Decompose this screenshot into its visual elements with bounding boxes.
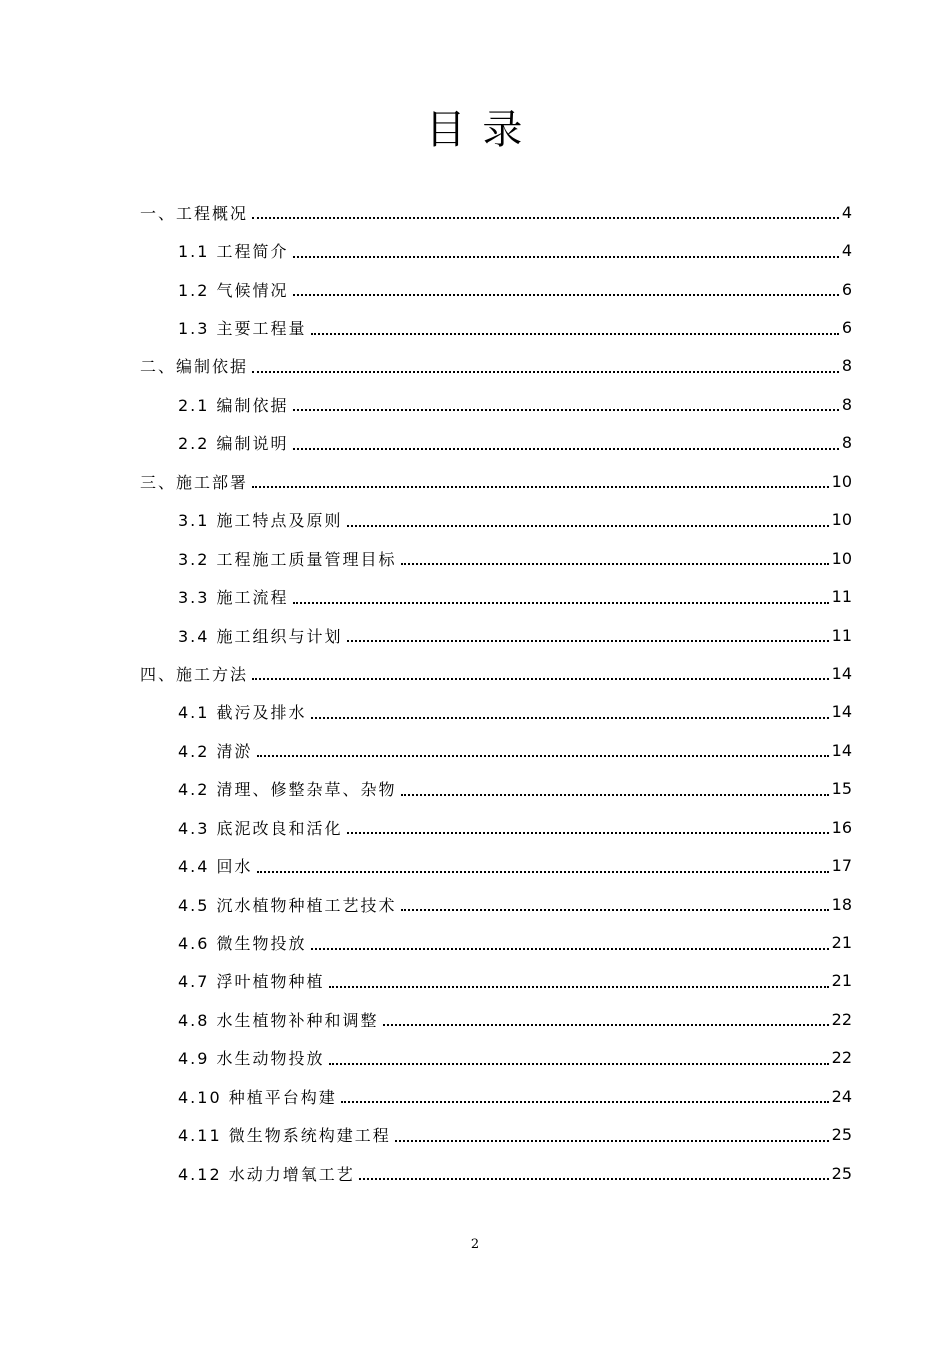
toc-section-entry[interactable] (140, 231, 852, 269)
toc-entry-title: 2.1 编制依据 (178, 395, 289, 415)
toc-dot-leader (252, 356, 839, 376)
toc-entry-page: 8 (841, 394, 852, 414)
toc-section-entry[interactable] (140, 693, 852, 731)
toc-chapter-entry[interactable] (140, 193, 852, 231)
toc-entry-page: 8 (841, 356, 852, 376)
toc-section-entry[interactable] (140, 385, 852, 423)
toc-entry-title: 2.2 编制说明 (178, 434, 289, 454)
toc-entry-page: 10 (831, 471, 852, 491)
toc-dot-leader (293, 241, 839, 261)
toc-entry-title: 4.9 水生动物投放 (178, 1049, 325, 1069)
toc-entry-title: 1.2 气候情况 (178, 280, 289, 300)
toc-dot-leader (257, 856, 829, 876)
toc-dot-leader (329, 971, 829, 991)
toc-entry-page: 11 (831, 625, 852, 645)
toc-entry-title: 4.2 清淤 (178, 741, 253, 761)
toc-dot-leader (293, 394, 839, 414)
toc-section-entry[interactable] (140, 616, 852, 654)
toc-section-entry[interactable] (140, 308, 852, 346)
toc-section-entry[interactable] (140, 808, 852, 846)
toc-dot-leader (252, 471, 829, 491)
toc-entry-page: 17 (831, 856, 852, 876)
toc-dot-leader (311, 318, 839, 338)
toc-dot-leader (401, 894, 829, 914)
toc-entry-title: 4.3 底泥改良和活化 (178, 818, 343, 838)
toc-entry-page: 6 (841, 279, 852, 299)
toc-entry-page: 22 (831, 1048, 852, 1068)
toc-section-entry[interactable] (140, 501, 852, 539)
toc-section-entry[interactable] (140, 962, 852, 1000)
toc-chapter-entry[interactable] (140, 462, 852, 500)
toc-section-entry[interactable] (140, 1077, 852, 1115)
toc-section-entry[interactable] (140, 923, 852, 961)
toc-section-entry[interactable] (140, 731, 852, 769)
toc-dot-leader (252, 202, 839, 222)
toc-dot-leader (347, 625, 829, 645)
toc-dot-leader (359, 1163, 829, 1183)
toc-entry-page: 4 (841, 241, 852, 261)
toc-dot-leader (347, 510, 829, 530)
toc-entry-title: 四、施工方法 (140, 664, 249, 684)
toc-entry-title: 三、施工部署 (140, 472, 249, 492)
toc-entry-page: 10 (831, 510, 852, 530)
toc-chapter-entry[interactable] (140, 654, 852, 692)
toc-dot-leader (257, 740, 829, 760)
toc-section-entry[interactable] (140, 270, 852, 308)
table-of-contents (140, 193, 852, 1192)
toc-entry-title: 4.12 水动力增氧工艺 (178, 1164, 355, 1184)
toc-dot-leader (401, 548, 829, 568)
toc-dot-leader (293, 433, 839, 453)
toc-dot-leader (311, 933, 829, 953)
toc-dot-leader (395, 1125, 829, 1145)
toc-entry-page: 16 (831, 817, 852, 837)
toc-entry-page: 24 (831, 1086, 852, 1106)
toc-entry-title: 1.3 主要工程量 (178, 319, 307, 339)
toc-entry-page: 10 (831, 548, 852, 568)
toc-entry-title: 1.1 工程简介 (178, 242, 289, 262)
toc-section-entry[interactable] (140, 846, 852, 884)
toc-entry-page: 14 (831, 740, 852, 760)
toc-entry-title: 4.10 种植平台构建 (178, 1087, 337, 1107)
toc-entry-title: 3.2 工程施工质量管理目标 (178, 549, 397, 569)
toc-entry-title: 4.5 沉水植物种植工艺技术 (178, 895, 397, 915)
toc-entry-page: 15 (831, 779, 852, 799)
toc-entry-title: 4.7 浮叶植物种植 (178, 972, 325, 992)
toc-dot-leader (347, 817, 829, 837)
toc-entry-title: 二、编制依据 (140, 357, 249, 377)
toc-entry-page: 8 (841, 433, 852, 453)
toc-entry-title: 4.4 回水 (178, 857, 253, 877)
toc-chapter-entry[interactable] (140, 347, 852, 385)
toc-entry-page: 4 (841, 202, 852, 222)
toc-dot-leader (329, 1048, 829, 1068)
toc-entry-page: 14 (831, 702, 852, 722)
page-title: 目 录 (425, 107, 525, 153)
toc-entry-page: 18 (831, 894, 852, 914)
toc-entry-title: 4.1 截污及排水 (178, 703, 307, 723)
toc-section-entry[interactable] (140, 1154, 852, 1192)
toc-dot-leader (401, 779, 829, 799)
toc-dot-leader (383, 1009, 829, 1029)
toc-section-entry[interactable] (140, 1000, 852, 1038)
toc-entry-page: 11 (831, 587, 852, 607)
toc-entry-title: 4.8 水生植物补种和调整 (178, 1010, 379, 1030)
toc-section-entry[interactable] (140, 885, 852, 923)
toc-entry-title: 一、工程概况 (140, 203, 249, 223)
toc-entry-page: 21 (831, 933, 852, 953)
toc-entry-title: 4.6 微生物投放 (178, 934, 307, 954)
toc-dot-leader (293, 279, 839, 299)
toc-section-entry[interactable] (140, 1039, 852, 1077)
page-number: 2 (470, 1237, 480, 1252)
toc-section-entry[interactable] (140, 539, 852, 577)
toc-entry-page: 21 (831, 971, 852, 991)
toc-entry-title: 4.2 清理、修整杂草、杂物 (178, 780, 397, 800)
toc-entry-title: 4.11 微生物系统构建工程 (178, 1126, 391, 1146)
toc-entry-page: 22 (831, 1009, 852, 1029)
toc-entry-title: 3.3 施工流程 (178, 588, 289, 608)
toc-section-entry[interactable] (140, 424, 852, 462)
toc-entry-page: 25 (831, 1125, 852, 1145)
toc-dot-leader (311, 702, 829, 722)
toc-entry-page: 6 (841, 318, 852, 338)
toc-entry-page: 14 (831, 663, 852, 683)
toc-entry-title: 3.4 施工组织与计划 (178, 626, 343, 646)
toc-dot-leader (293, 587, 829, 607)
toc-section-entry[interactable] (140, 577, 852, 615)
toc-section-entry[interactable] (140, 1116, 852, 1154)
toc-entry-page: 25 (831, 1163, 852, 1183)
toc-section-entry[interactable] (140, 770, 852, 808)
toc-entry-title: 3.1 施工特点及原则 (178, 511, 343, 531)
toc-dot-leader (252, 663, 829, 683)
toc-dot-leader (341, 1086, 829, 1106)
